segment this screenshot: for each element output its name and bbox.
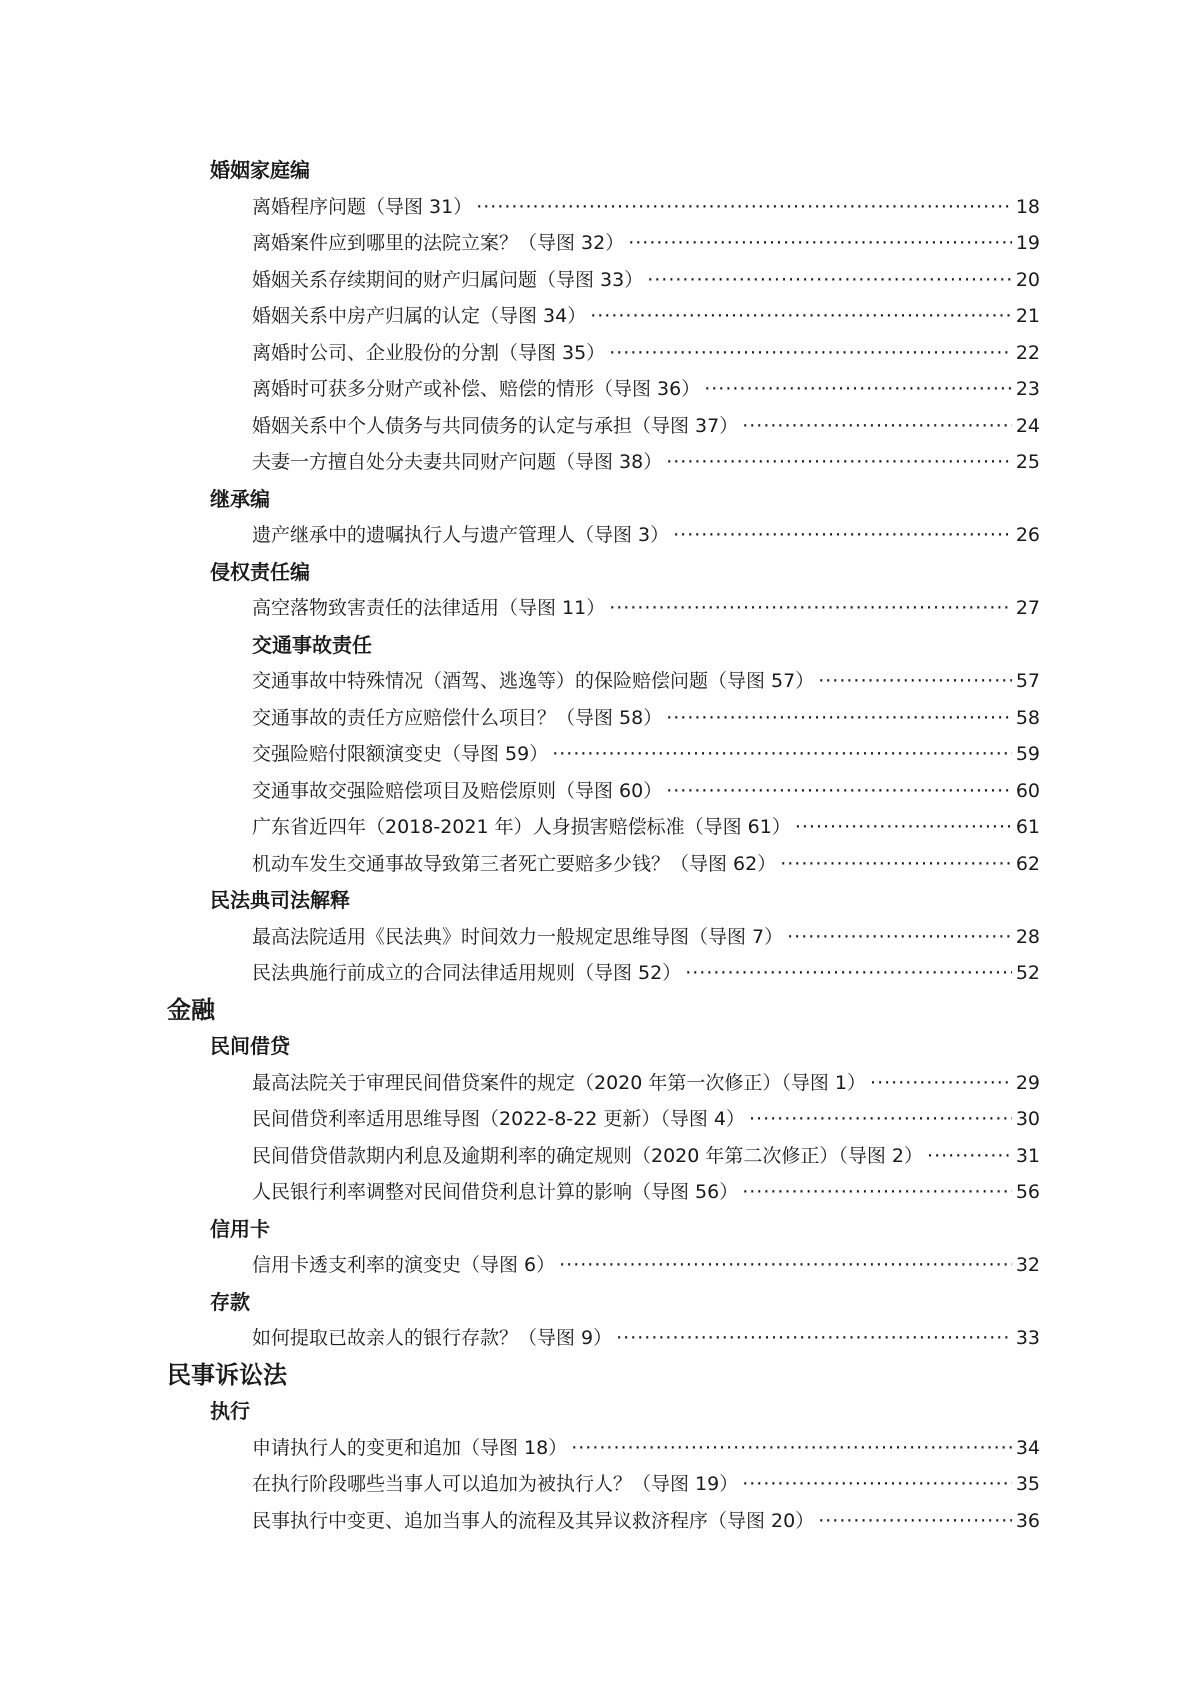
toc-entry [0, 262, 1040, 299]
dot-leader [590, 298, 1012, 335]
toc-entry [0, 1503, 1040, 1540]
toc-section-heading: 民间借贷 [210, 1034, 290, 1058]
toc-entry-title: 在执行阶段哪些当事人可以追加为被执行人？（导图 19） [252, 1473, 739, 1495]
toc-entry-page-number: 36 [1015, 1509, 1040, 1532]
toc-entry-title: 最高法院适用《民法典》时间效力一般规定思维导图（导图 7） [252, 925, 784, 948]
toc-entry [0, 919, 1040, 956]
toc-entry-page-number: 35 [1015, 1473, 1040, 1495]
toc-entry-page-number: 58 [1015, 706, 1040, 729]
toc-entry-title: 婚姻关系中个人债务与共同债务的认定与承担（导图 37） [252, 414, 739, 437]
toc-subsection-heading: 交通事故责任 [252, 632, 372, 657]
toc-entry-title: 申请执行人的变更和追加（导图 18） [252, 1436, 568, 1459]
toc-entry-page-number: 18 [1015, 195, 1040, 218]
toc-entry-title: 离婚案件应到哪里的法院立案？（导图 32） [252, 232, 625, 254]
toc-entry-page-number: 21 [1015, 305, 1040, 327]
table-of-contents [0, 152, 1200, 1539]
toc-section-heading: 执行 [210, 1399, 250, 1423]
toc-section-heading: 存款 [210, 1289, 250, 1314]
toc-section-heading: 婚姻家庭编 [210, 158, 310, 182]
toc-section-heading: 继承编 [210, 486, 270, 511]
toc-entry-page-number: 23 [1015, 378, 1040, 400]
dot-leader [742, 408, 1012, 445]
toc-entry-title: 交通事故交强险赔偿项目及赔偿原则（导图 60） [252, 779, 663, 802]
dot-leader [666, 700, 1012, 737]
toc-entry [0, 1430, 1040, 1467]
toc-entry-page-number: 57 [1015, 670, 1040, 692]
dot-leader [673, 517, 1012, 554]
toc-entry-title: 民间借贷借款期内利息及逾期利率的确定规则（2020 年第二次修正）（导图 2） [252, 1144, 924, 1167]
toc-entry-page-number: 56 [1015, 1181, 1040, 1203]
dot-leader [609, 335, 1012, 372]
toc-entry-title: 人民银行利率调整对民间借贷利息计算的影响（导图 56） [252, 1181, 739, 1203]
toc-entry-page-number: 61 [1015, 816, 1040, 838]
dot-leader [666, 444, 1012, 481]
toc-entry-title: 民事执行中变更、追加当事人的流程及其异议救济程序（导图 20） [252, 1509, 815, 1532]
toc-entry-page-number: 25 [1015, 451, 1040, 473]
toc-entry [0, 955, 1040, 992]
dot-leader [571, 1430, 1012, 1467]
toc-entry-page-number: 30 [1015, 1108, 1040, 1130]
toc-entry-page-number: 62 [1015, 852, 1040, 875]
dot-leader [685, 955, 1012, 992]
toc-entry-page-number: 60 [1015, 779, 1040, 802]
dot-leader [628, 225, 1012, 262]
toc-entry-page-number: 59 [1015, 743, 1040, 765]
toc-entry-title: 民法典施行前成立的合同法律适用规则（导图 52） [252, 962, 682, 984]
toc-entry [0, 846, 1040, 883]
toc-part-heading: 金融 [167, 995, 215, 1024]
dot-leader [616, 1320, 1012, 1357]
dot-leader [552, 736, 1012, 773]
dot-leader [704, 371, 1012, 408]
toc-entry-page-number: 19 [1015, 232, 1040, 254]
dot-leader [795, 809, 1012, 846]
toc-entry-title: 交通事故的责任方应赔偿什么项目？（导图 58） [252, 706, 663, 729]
dot-leader [787, 919, 1012, 956]
toc-entry [0, 408, 1040, 445]
toc-entry-page-number: 31 [1015, 1144, 1040, 1167]
toc-entry-title: 最高法院关于审理民间借贷案件的规定（2020 年第一次修正）（导图 1） [252, 1071, 867, 1094]
toc-entry [0, 1065, 1040, 1102]
toc-entry-title: 夫妻一方擅自处分夫妻共同财产问题（导图 38） [252, 451, 663, 473]
toc-entry [0, 444, 1040, 481]
toc-entry [0, 773, 1040, 810]
toc-entry [0, 663, 1040, 700]
toc-entry-title: 机动车发生交通事故导致第三者死亡要赔多少钱？（导图 62） [252, 852, 777, 875]
toc-entry-page-number: 32 [1015, 1254, 1040, 1276]
dot-leader [666, 773, 1012, 810]
dot-leader [647, 262, 1012, 299]
toc-entry [0, 590, 1040, 627]
dot-leader [742, 1174, 1012, 1211]
dot-leader [927, 1138, 1012, 1175]
toc-entry-title: 婚姻关系中房产归属的认定（导图 34） [252, 305, 587, 327]
toc-entry [0, 517, 1040, 554]
toc-entry-title: 离婚时公司、企业股份的分割（导图 35） [252, 341, 606, 364]
toc-entry-page-number: 34 [1015, 1436, 1040, 1459]
toc-entry-title: 信用卡透支利率的演变史（导图 6） [252, 1254, 556, 1276]
toc-entry [0, 809, 1040, 846]
toc-entry-title: 离婚程序问题（导图 31） [252, 195, 473, 218]
toc-entry-title: 广东省近四年（2018-2021 年）人身损害赔偿标准（导图 61） [252, 816, 791, 838]
toc-entry [0, 1466, 1040, 1503]
dot-leader [818, 663, 1012, 700]
toc-section-heading: 侵权责任编 [210, 559, 310, 584]
toc-entry [0, 1138, 1040, 1175]
toc-entry-title: 交强险赔付限额演变史（导图 59） [252, 743, 549, 765]
toc-entry-page-number: 27 [1015, 597, 1040, 619]
toc-entry-title: 离婚时可获多分财产或补偿、赔偿的情形（导图 36） [252, 378, 701, 400]
toc-entry-title: 遗产继承中的遗嘱执行人与遗产管理人（导图 3） [252, 524, 670, 546]
toc-entry-title: 民间借贷利率适用思维导图（2022-8-22 更新）（导图 4） [252, 1108, 745, 1130]
toc-entry-title: 如何提取已故亲人的银行存款？（导图 9） [252, 1327, 613, 1349]
toc-entry-page-number: 52 [1015, 962, 1040, 984]
dot-leader [749, 1101, 1012, 1138]
toc-entry-title: 交通事故中特殊情况（酒驾、逃逸等）的保险赔偿问题（导图 57） [252, 670, 815, 692]
toc-entry [0, 700, 1040, 737]
dot-leader [476, 189, 1012, 226]
toc-entry [0, 736, 1040, 773]
toc-entry [0, 371, 1040, 408]
dot-leader [742, 1466, 1012, 1503]
toc-section-heading: 信用卡 [210, 1216, 270, 1241]
toc-entry-page-number: 24 [1015, 414, 1040, 437]
toc-entry-page-number: 29 [1015, 1071, 1040, 1094]
dot-leader [780, 846, 1012, 883]
toc-entry [0, 1101, 1040, 1138]
toc-entry [0, 1320, 1040, 1357]
toc-entry [0, 298, 1040, 335]
toc-entry-page-number: 20 [1015, 268, 1040, 291]
dot-leader [870, 1065, 1012, 1102]
toc-section-heading: 民法典司法解释 [210, 888, 350, 912]
toc-entry-title: 婚姻关系存续期间的财产归属问题（导图 33） [252, 268, 644, 291]
toc-entry [0, 335, 1040, 372]
toc-entry [0, 1247, 1040, 1284]
toc-entry [0, 1174, 1040, 1211]
toc-entry-page-number: 22 [1015, 341, 1040, 364]
toc-entry [0, 225, 1040, 262]
toc-entry-page-number: 28 [1015, 925, 1040, 948]
dot-leader [609, 590, 1012, 627]
toc-entry-page-number: 26 [1015, 524, 1040, 546]
dot-leader [818, 1503, 1012, 1540]
toc-entry [0, 189, 1040, 226]
toc-part-heading: 民事诉讼法 [167, 1360, 287, 1389]
toc-entry-page-number: 33 [1015, 1327, 1040, 1349]
dot-leader [559, 1247, 1012, 1284]
toc-entry-title: 高空落物致害责任的法律适用（导图 11） [252, 597, 606, 619]
